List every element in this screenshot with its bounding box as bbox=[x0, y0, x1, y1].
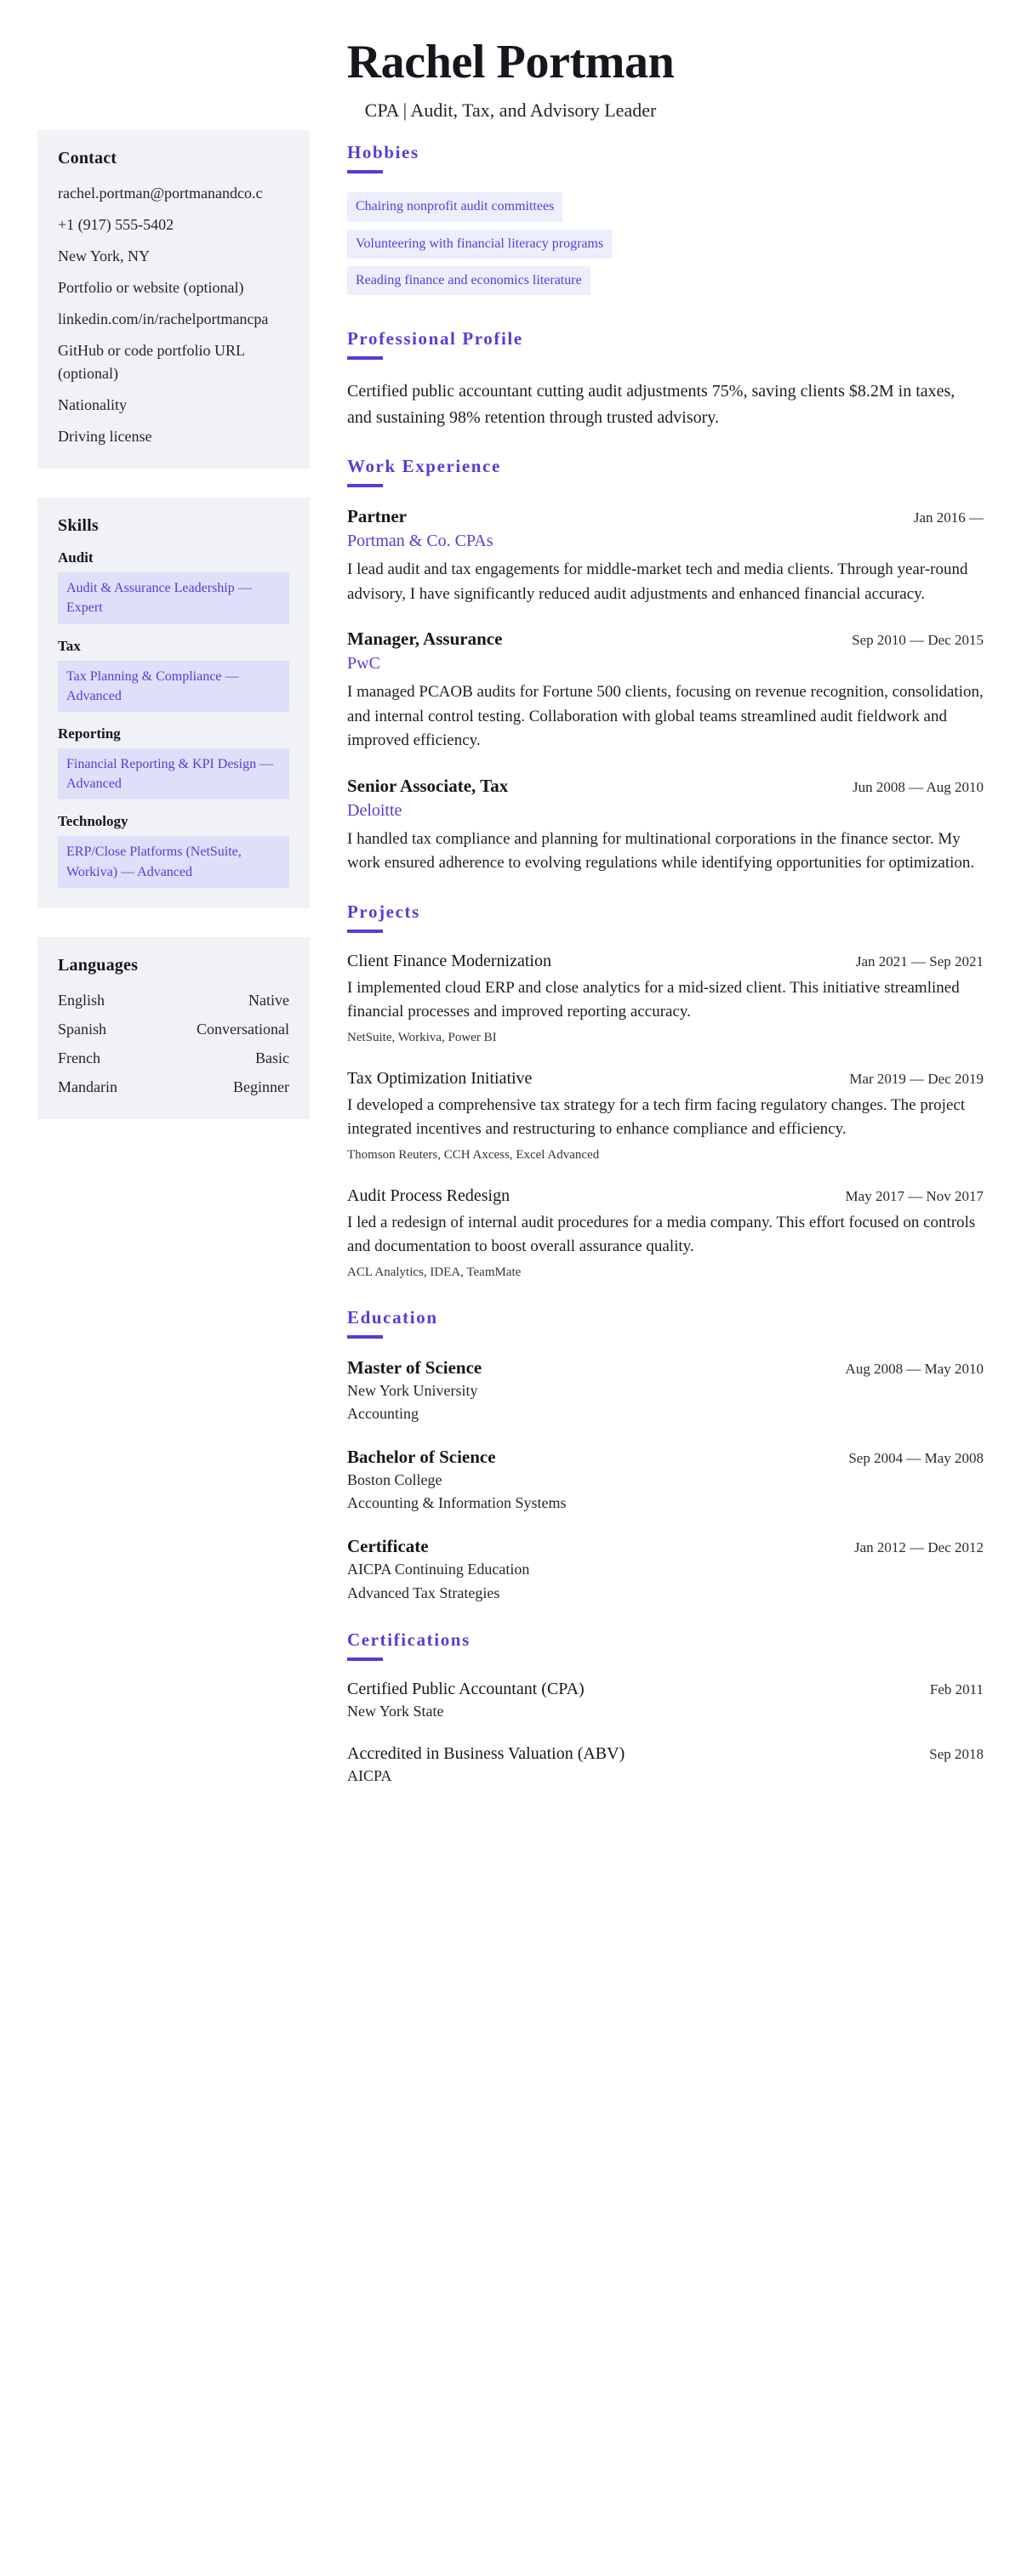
skill-group bbox=[58, 638, 289, 712]
project-description: I implemented cloud ERP and close analytics for a mid-sized client. This initiative streamlined financial processes and improved reporting accuracy. bbox=[347, 978, 960, 1021]
skill-chip: Financial Reporting & KPI Design — Advanced bbox=[58, 748, 289, 799]
language-row bbox=[58, 1047, 289, 1070]
languages-title: Languages bbox=[58, 955, 139, 975]
section-profile bbox=[347, 328, 984, 430]
project-name: Audit Process Redesign bbox=[347, 1186, 510, 1205]
skill-category: Tax bbox=[58, 637, 81, 654]
job-title: Senior Associate, Tax bbox=[347, 775, 509, 796]
degree-date: Sep 2004 — May 2008 bbox=[848, 1450, 984, 1467]
language-row bbox=[58, 1018, 289, 1041]
certification-name: Certified Public Accountant (CPA) bbox=[347, 1679, 585, 1698]
section-rule bbox=[347, 1335, 383, 1339]
section-rule bbox=[347, 1658, 383, 1661]
hobby-tag: Volunteering with financial literacy programs bbox=[347, 230, 612, 259]
skills-title: Skills bbox=[58, 516, 99, 536]
project-date: Jan 2021 — Sep 2021 bbox=[855, 952, 984, 970]
job-title: Partner bbox=[347, 506, 407, 527]
job-description: I lead audit and tax engagements for middle-market tech and media clients. Through year-round advisory, I have significantly reduced audit adjustments and enhanced financial accuracy. bbox=[347, 560, 968, 603]
candidate-name: Rachel Portman bbox=[346, 36, 675, 88]
work-heading: Work Experience bbox=[347, 456, 501, 477]
contact-location: New York, NY bbox=[58, 247, 151, 265]
section-work-experience bbox=[347, 456, 984, 876]
section-certifications bbox=[347, 1629, 984, 1787]
school-name: Boston College bbox=[347, 1471, 442, 1489]
skills-card bbox=[37, 498, 310, 908]
main-column bbox=[310, 130, 984, 1812]
skill-chip: Tax Planning & Compliance — Advanced bbox=[58, 661, 289, 712]
education-heading: Education bbox=[347, 1306, 438, 1328]
language-name: Spanish bbox=[58, 1020, 107, 1038]
work-entry bbox=[347, 506, 984, 606]
section-rule bbox=[347, 930, 383, 933]
work-entry-header bbox=[347, 628, 984, 650]
hobby-tag: Chairing nonprofit audit committees bbox=[347, 192, 562, 221]
profile-heading: Professional Profile bbox=[347, 328, 523, 350]
certification-issuer: AICPA bbox=[347, 1766, 392, 1784]
section-education bbox=[347, 1307, 984, 1604]
hobbies-heading: Hobbies bbox=[347, 142, 419, 163]
language-level: Basic bbox=[255, 1049, 289, 1066]
skill-category: Audit bbox=[58, 549, 94, 566]
certification-issuer: New York State bbox=[347, 1702, 444, 1720]
contact-linkedin[interactable]: linkedin.com/in/rachelportmancpa bbox=[58, 310, 269, 328]
language-level: Beginner bbox=[233, 1078, 289, 1095]
certification-entry bbox=[347, 1744, 984, 1787]
field-of-study: Accounting bbox=[347, 1404, 419, 1422]
job-date: Sep 2010 — Dec 2015 bbox=[852, 632, 984, 649]
hobby-tag: Reading finance and economics literature bbox=[347, 266, 590, 295]
contact-driving-license: Driving license bbox=[58, 428, 152, 446]
field-of-study: Advanced Tax Strategies bbox=[347, 1584, 500, 1601]
education-entry bbox=[347, 1536, 984, 1603]
language-row bbox=[58, 989, 289, 1012]
project-name: Tax Optimization Initiative bbox=[347, 1068, 533, 1088]
contact-email[interactable]: rachel.portman@portmanandco.c bbox=[58, 185, 263, 202]
certification-entry-header bbox=[347, 1680, 984, 1699]
skill-group bbox=[58, 813, 289, 887]
work-entry bbox=[347, 628, 984, 753]
school-name: New York University bbox=[347, 1381, 478, 1399]
project-name: Client Finance Modernization bbox=[347, 951, 551, 970]
project-tech: ACL Analytics, IDEA, TeamMate bbox=[347, 1265, 522, 1279]
resume-body bbox=[0, 130, 1021, 1812]
profile-text: Certified public accountant cutting audit adjustments 75%, saving clients $8.2M in taxes, and sustaining 98% retention through trusted advisory. bbox=[347, 382, 955, 427]
section-rule bbox=[347, 484, 383, 487]
work-entry-header bbox=[347, 506, 984, 527]
job-description: I handled tax compliance and planning for multinational corporations in the finance sector. My work ensured adherence to evolving regulations while identifying opportunities for optimization. bbox=[347, 829, 975, 873]
skill-group bbox=[58, 549, 289, 623]
project-description: I led a redesign of internal audit procedures for a media company. This effort focused on controls and documentation to boost overall assurance quality. bbox=[347, 1213, 976, 1256]
project-tech: Thomson Reuters, CCH Axcess, Excel Advanced bbox=[347, 1147, 600, 1162]
hobby-row bbox=[347, 266, 984, 303]
education-entry-header bbox=[347, 1357, 984, 1379]
skill-chip: Audit & Assurance Leadership — Expert bbox=[58, 572, 289, 623]
job-company: Portman & Co. CPAs bbox=[347, 532, 493, 551]
project-entry-header bbox=[347, 1186, 984, 1206]
job-title: Manager, Assurance bbox=[347, 628, 503, 650]
certification-date: Sep 2018 bbox=[929, 1745, 984, 1762]
language-name: English bbox=[58, 991, 106, 1009]
skill-group bbox=[58, 725, 289, 799]
school-name: AICPA Continuing Education bbox=[347, 1561, 530, 1578]
resume-header bbox=[0, 0, 1021, 130]
sidebar bbox=[37, 130, 310, 1148]
job-company: Deloitte bbox=[347, 800, 402, 820]
hobby-row bbox=[347, 192, 984, 229]
certification-date: Feb 2011 bbox=[929, 1680, 984, 1697]
language-row bbox=[58, 1076, 289, 1099]
education-entry bbox=[347, 1447, 984, 1514]
project-tech: NetSuite, Workiva, Power BI bbox=[347, 1030, 497, 1044]
contact-nationality: Nationality bbox=[58, 396, 127, 414]
project-entry bbox=[347, 1186, 984, 1282]
skill-category: Technology bbox=[58, 813, 128, 830]
job-date: Jan 2016 — bbox=[913, 509, 984, 526]
contact-portfolio[interactable]: Portfolio or website (optional) bbox=[58, 279, 244, 297]
education-entry bbox=[347, 1357, 984, 1424]
section-hobbies bbox=[347, 142, 984, 303]
skill-category: Reporting bbox=[58, 725, 121, 742]
projects-heading: Projects bbox=[347, 901, 420, 922]
job-description: I managed PCAOB audits for Fortune 500 clients, focusing on revenue recognition, consolidation, and internal control testing. Collaboration with global teams streamlined audit fieldwork and improved efficiency. bbox=[347, 683, 984, 750]
language-level: Native bbox=[248, 991, 289, 1009]
job-date: Jun 2008 — Aug 2010 bbox=[853, 778, 984, 795]
project-date: Mar 2019 — Dec 2019 bbox=[849, 1070, 984, 1087]
work-entry bbox=[347, 776, 984, 876]
contact-card bbox=[37, 130, 310, 469]
language-level: Conversational bbox=[197, 1020, 289, 1038]
degree-title: Bachelor of Science bbox=[347, 1447, 496, 1468]
degree-title: Certificate bbox=[347, 1536, 429, 1557]
contact-github[interactable]: GitHub or code portfolio URL (optional) bbox=[58, 342, 245, 383]
project-entry-header bbox=[347, 952, 984, 971]
certifications-heading: Certifications bbox=[347, 1629, 471, 1650]
project-description: I developed a comprehensive tax strategy for a tech firm facing regulatory changes. The project integrated incentives and restructuring to enhance compliance and efficiency. bbox=[347, 1095, 966, 1139]
project-entry-header bbox=[347, 1069, 984, 1089]
education-entry-header bbox=[347, 1536, 984, 1557]
candidate-headline: CPA | Audit, Tax, and Advisory Leader bbox=[364, 99, 657, 121]
section-rule bbox=[347, 170, 383, 173]
skill-chip: ERP/Close Platforms (NetSuite, Workiva) — Advanced bbox=[58, 836, 289, 887]
language-name: Mandarin bbox=[58, 1078, 117, 1095]
education-entry-header bbox=[347, 1447, 984, 1468]
degree-title: Master of Science bbox=[347, 1356, 482, 1378]
contact-title: Contact bbox=[58, 149, 117, 168]
degree-date: Jan 2012 — Dec 2012 bbox=[853, 1539, 984, 1556]
hobbies-list bbox=[347, 192, 984, 303]
contact-phone[interactable]: +1 (917) 555-5402 bbox=[58, 216, 174, 234]
project-date: May 2017 — Nov 2017 bbox=[845, 1187, 984, 1204]
section-projects bbox=[347, 901, 984, 1282]
work-entry-header bbox=[347, 776, 984, 797]
certification-name: Accredited in Business Valuation (ABV) bbox=[347, 1743, 625, 1763]
language-name: French bbox=[58, 1049, 100, 1066]
languages-card bbox=[37, 937, 310, 1119]
degree-date: Aug 2008 — May 2010 bbox=[845, 1360, 984, 1377]
job-company: PwC bbox=[347, 654, 380, 674]
project-entry bbox=[347, 952, 984, 1047]
section-rule bbox=[347, 356, 383, 360]
hobby-row bbox=[347, 230, 984, 266]
field-of-study: Accounting & Information Systems bbox=[347, 1494, 567, 1512]
project-entry bbox=[347, 1069, 984, 1164]
certification-entry-header bbox=[347, 1744, 984, 1764]
certification-entry bbox=[347, 1680, 984, 1722]
